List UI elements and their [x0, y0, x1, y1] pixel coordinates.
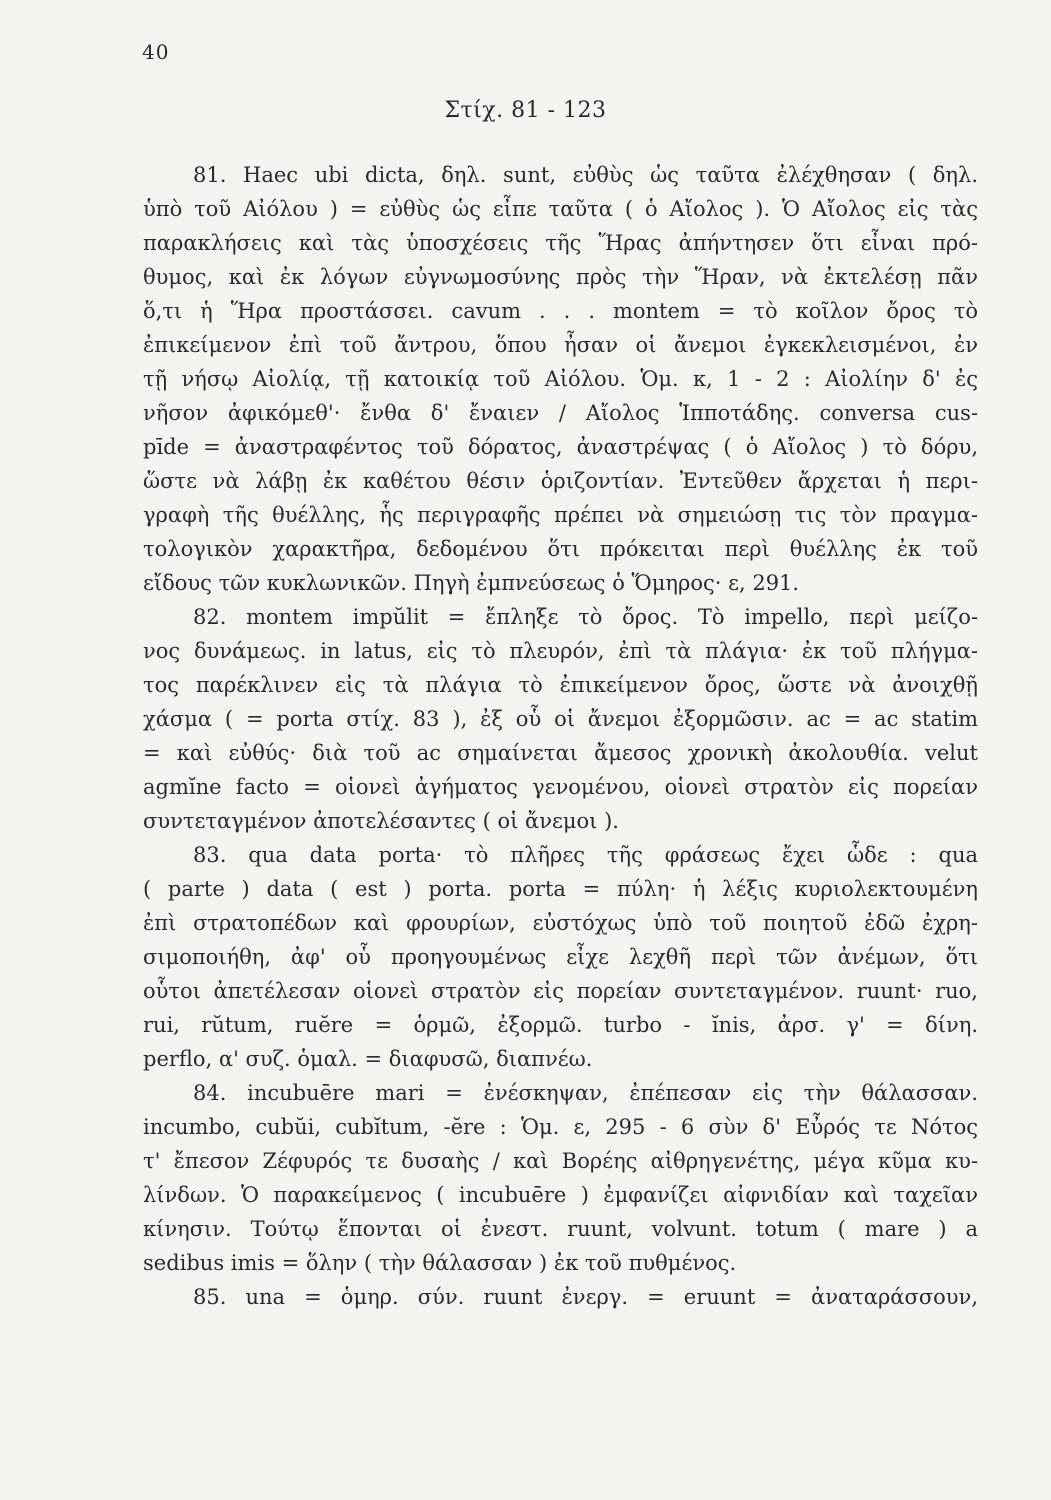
- text-line: τ' ἔπεσον Ζέφυρός τε δυσαὴς / καὶ Βορέης αἰθρηγενέτης, μέγα κῦμα κυ-: [143, 1149, 978, 1173]
- commentary-text: [143, 158, 978, 1314]
- text-line: 82. montem impŭlit = ἔπληξε τὸ ὄρος. Τὸ impello, περὶ μείζο-: [193, 605, 978, 629]
- section-heading: Στίχ. 81 - 123: [444, 98, 607, 123]
- text-line: sedibus imis = ὅλην ( τὴν θάλασσαν ) ἐκ τοῦ πυθμένος.: [143, 1251, 737, 1275]
- text-line: ἐπικείμενον ἐπὶ τοῦ ἄντρου, ὅπου ἦσαν οἱ ἄνεμοι ἐγκεκλεισμένοι, ἐν: [143, 333, 978, 357]
- text-line: τῇ νήσῳ Αἰολίᾳ, τῇ κατοικίᾳ τοῦ Αἰόλου. Ὁμ. κ, 1 - 2 : Αἰολίην δ' ἐς: [143, 367, 978, 391]
- text-line: perflo, α' συζ. ὁμαλ. = διαφυσῶ, διαπνέω.: [143, 1047, 593, 1071]
- text-line: νῆσον ἀφικόμεθ'· ἔνθα δ' ἔναιεν / Αἴολος Ἱπποτάδης. conversa cus-: [143, 401, 978, 425]
- text-line: εἴδους τῶν κυκλωνικῶν. Πηγὴ ἐμπνεύσεως ὁ Ὅμηρος· ε, 291.: [143, 571, 800, 595]
- text-line: pīde = ἀναστραφέντος τοῦ δόρατος, ἀναστρέψας ( ὁ Αἴολος ) τὸ δόρυ,: [143, 435, 978, 459]
- text-line: 81. Haec ubi dicta, δηλ. sunt, εὐθὺς ὡς ταῦτα ἐλέχθησαν ( δηλ.: [193, 163, 978, 187]
- text-line: θυμος, καὶ ἐκ λόγων εὐγνωμοσύνης πρὸς τὴν Ἥραν, νὰ ἐκτελέσῃ πᾶν: [143, 265, 978, 289]
- text-line: σιμοποιήθη, ἀφ' οὗ προηγουμένως εἶχε λεχθῆ περὶ τῶν ἀνέμων, ὅτι: [143, 945, 978, 969]
- text-line: ὥστε νὰ λάβῃ ἐκ καθέτου θέσιν ὁριζοντίαν. Ἐντεῦθεν ἄρχεται ἡ περι-: [143, 469, 978, 493]
- text-line: incumbo, cubŭi, cubĭtum, -ĕre : Ὁμ. ε, 295 - 6 σὺν δ' Εὖρός τε Νότος: [143, 1115, 978, 1139]
- text-line: rui, rŭtum, ruĕre = ὁρμῶ, ἐξορμῶ. turbo - ĭnis, ἀρσ. γ' = δίνη.: [143, 1013, 978, 1037]
- text-line: ἐπὶ στρατοπέδων καὶ φρουρίων, εὐστόχως ὑπὸ τοῦ ποιητοῦ ἐδῶ ἐχρη-: [143, 911, 978, 935]
- text-line: = καὶ εὐθύς· διὰ τοῦ ac σημαίνεται ἄμεσος χρονικὴ ἀκολουθία. velut: [143, 741, 978, 765]
- text-line: ὑπὸ τοῦ Αἰόλου ) = εὐθὺς ὡς εἶπε ταῦτα ( ὁ Αἴολος ). Ὁ Αἴολος εἰς τὰς: [143, 197, 978, 221]
- text-line: agmĭne facto = οἱονεὶ ἀγήματος γενομένου, οἱονεὶ στρατὸν εἰς πορείαν: [143, 775, 978, 799]
- text-line: νος δυνάμεως. in latus, εἰς τὸ πλευρόν, ἐπὶ τὰ πλάγια· ἐκ τοῦ πλήγμα-: [143, 639, 978, 663]
- text-line: λίνδων. Ὁ παρακείμενος ( incubuēre ) ἐμφανίζει αἰφνιδίαν καὶ ταχεῖαν: [143, 1183, 978, 1207]
- text-line: ( parte ) data ( est ) porta. porta = πύλη· ἡ λέξις κυριολεκτουμένη: [143, 877, 978, 901]
- page-number: 40: [142, 40, 170, 64]
- text-line: 83. qua data porta· τὸ πλῆρες τῆς φράσεως ἔχει ὧδε : qua: [193, 843, 978, 867]
- text-line: 84. incubuēre mari = ἐνέσκηψαν, ἐπέπεσαν εἰς τὴν θάλασσαν.: [193, 1081, 978, 1105]
- text-line: τος παρέκλινεν εἰς τὰ πλάγια τὸ ἐπικείμενον ὄρος, ὥστε νὰ ἀνοιχθῇ: [143, 673, 978, 697]
- text-line: συντεταγμένον ἀποτελέσαντες ( οἱ ἄνεμοι ).: [143, 809, 619, 833]
- text-line: τολογικὸν χαρακτῆρα, δεδομένου ὅτι πρόκειται περὶ θυέλλης ἐκ τοῦ: [143, 537, 978, 561]
- text-line: γραφὴ τῆς θυέλλης, ἧς περιγραφῆς πρέπει νὰ σημειώσῃ τις τὸν πραγμα-: [143, 503, 978, 527]
- text-line: κίνησιν. Τούτῳ ἕπονται οἱ ἐνεστ. ruunt, volvunt. totum ( mare ) a: [143, 1217, 978, 1241]
- text-line: 85. una = ὁμηρ. σύν. ruunt ἐνεργ. = eruunt = ἀναταράσσουν,: [193, 1285, 978, 1309]
- text-line: χάσμα ( = porta στίχ. 83 ), ἐξ οὗ οἱ ἄνεμοι ἐξορμῶσιν. ac = ac statim: [143, 707, 978, 731]
- text-line: οὗτοι ἀπετέλεσαν οἱονεὶ στρατὸν εἰς πορείαν συντεταγμένον. ruunt· ruo,: [143, 979, 978, 1003]
- text-line: παρακλήσεις καὶ τὰς ὑποσχέσεις τῆς Ἥρας ἀπήντησεν ὅτι εἶναι πρό-: [143, 231, 978, 255]
- text-line: ὅ,τι ἡ Ἥρα προστάσσει. cavum . . . montem = τὸ κοῖλον ὄρος τὸ: [143, 299, 978, 323]
